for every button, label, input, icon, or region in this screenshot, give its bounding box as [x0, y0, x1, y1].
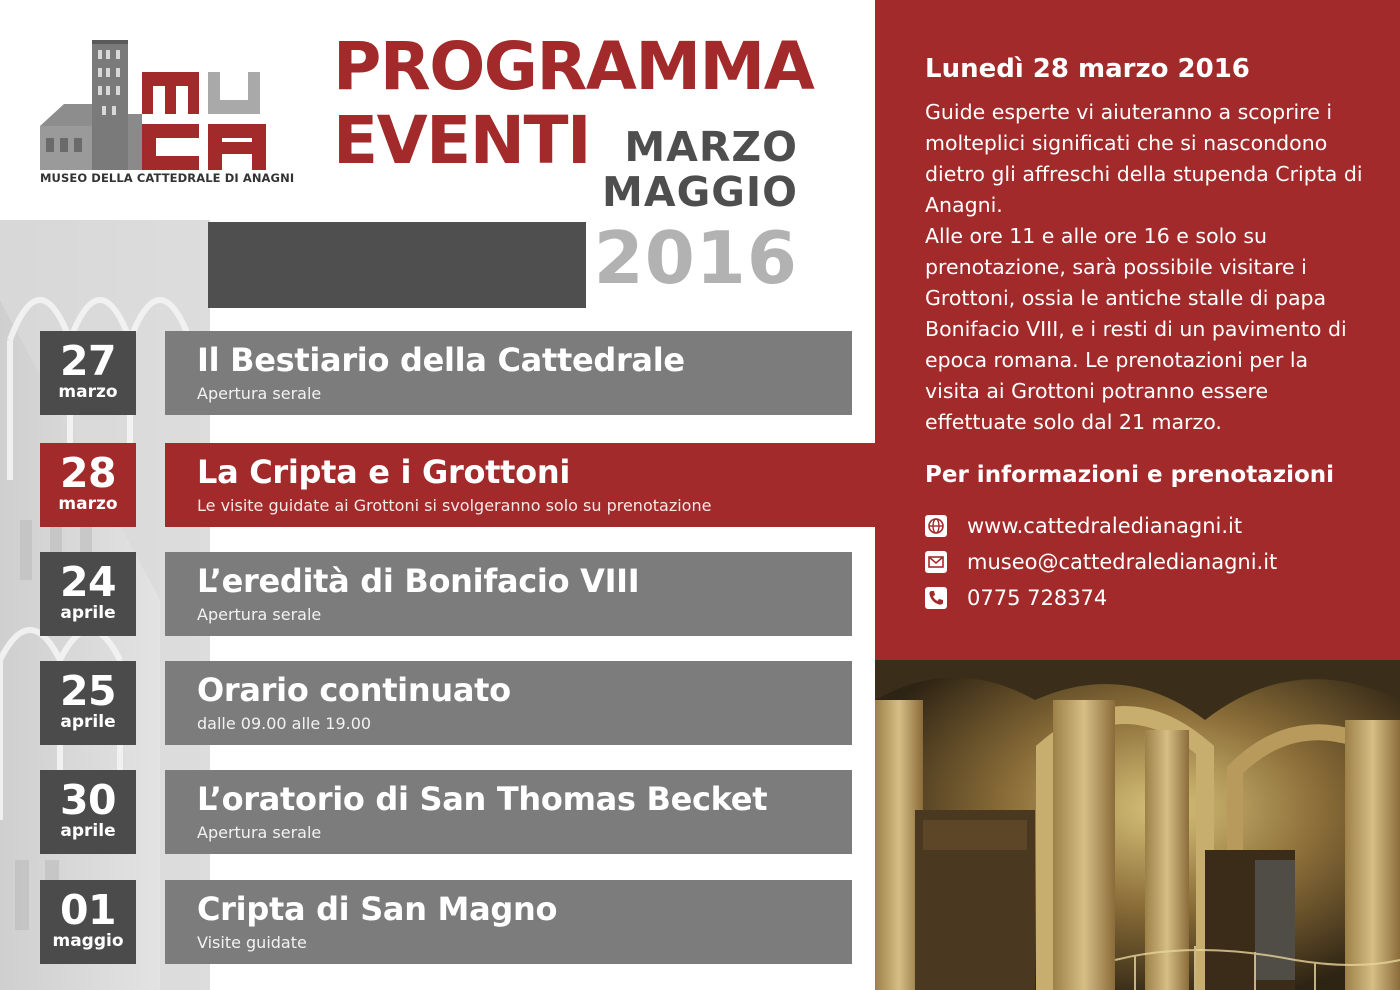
event-subtitle: Apertura serale: [197, 823, 322, 842]
event-day: 30: [59, 776, 117, 824]
event-bar: [165, 880, 852, 964]
event-date: [40, 880, 136, 964]
contact-heading: Per informazioni e prenotazioni: [925, 462, 1335, 488]
month-marzo: MARZO: [624, 123, 798, 171]
globe-icon: [925, 515, 947, 537]
phone-icon: [925, 587, 947, 609]
info-paragraph: Alle ore 11 e alle ore 16 e solo su prenotazione, sarà possibile visitare i Grottoni, ossia le antiche stalle di papa Bonifacio VIII, e i resti di un pavimento di epoca romana. Le prenotazioni per la visita ai Grottoni potranno essere effettuate solo dal 21 marzo.: [925, 224, 1347, 434]
event-title: Il Bestiario della Cattedrale: [197, 341, 685, 379]
contact-email[interactable]: [925, 548, 1277, 576]
month-maggio: MAGGIO: [602, 168, 798, 216]
muca-logo: [40, 34, 295, 190]
website-link[interactable]: www.cattedraledianagni.it: [967, 514, 1243, 538]
event-item: [0, 331, 875, 419]
event-date: [40, 552, 136, 636]
event-title: L’oratorio di San Thomas Becket: [197, 780, 768, 818]
event-month: aprile: [60, 712, 116, 732]
event-item-highlighted: [0, 443, 875, 531]
event-month: maggio: [52, 931, 124, 951]
event-item: [0, 552, 875, 640]
info-description: [925, 97, 1365, 438]
event-subtitle: Apertura serale: [197, 384, 322, 403]
event-month: aprile: [60, 821, 116, 841]
event-subtitle: Visite guidate: [197, 933, 307, 952]
crypt-photo-illustration: [875, 660, 1400, 990]
crypt-photo: [875, 660, 1400, 990]
email-link[interactable]: museo@cattedraledianagni.it: [967, 550, 1278, 574]
contact-phone[interactable]: [925, 584, 1107, 612]
event-day: 24: [59, 558, 117, 606]
logo-caption: MUSEO DELLA CATTEDRALE DI ANAGNI: [40, 171, 295, 185]
info-panel: [875, 0, 1400, 660]
event-title: Cripta di San Magno: [197, 890, 558, 928]
event-month: marzo: [58, 382, 118, 402]
cathedral-logo-icon: [40, 34, 272, 174]
dark-band: [208, 222, 586, 308]
event-bar: [165, 331, 852, 415]
event-date: [40, 661, 136, 745]
event-subtitle: Apertura serale: [197, 605, 322, 624]
event-date: [40, 331, 136, 415]
contact-website[interactable]: [925, 512, 1242, 540]
event-day: 01: [59, 886, 117, 934]
event-bar: [165, 661, 852, 745]
event-item: [0, 770, 875, 858]
event-item: [0, 661, 875, 749]
event-title: La Cripta e i Grottoni: [197, 453, 571, 491]
event-month: aprile: [60, 603, 116, 623]
event-day: 25: [59, 667, 117, 715]
event-bar: [165, 443, 875, 527]
event-date: [40, 770, 136, 854]
info-date-heading: Lunedì 28 marzo 2016: [925, 54, 1250, 84]
year-label: 2016: [593, 216, 798, 300]
event-subtitle: dalle 09.00 alle 19.00: [197, 714, 372, 733]
phone-number[interactable]: 0775 728374: [967, 586, 1108, 610]
event-day: 27: [59, 337, 117, 385]
event-title: L’eredità di Bonifacio VIII: [197, 562, 640, 600]
event-date: [40, 443, 136, 527]
event-day: 28: [59, 449, 117, 497]
info-paragraph: Guide esperte vi aiuteranno a scoprire i molteplici significati che si nascondono dietro gli affreschi della stupenda Cripta di Anagni.: [925, 100, 1363, 217]
event-title: Orario continuato: [197, 671, 511, 709]
envelope-icon: [925, 551, 947, 573]
event-item: [0, 880, 875, 968]
event-bar: [165, 770, 852, 854]
title-eventi: EVENTI: [333, 102, 591, 179]
title-programma: PROGRAMMA: [333, 28, 814, 105]
event-month: marzo: [58, 494, 118, 514]
event-bar: [165, 552, 852, 636]
event-subtitle: Le visite guidate ai Grottoni si svolgeranno solo su prenotazione: [197, 496, 712, 515]
